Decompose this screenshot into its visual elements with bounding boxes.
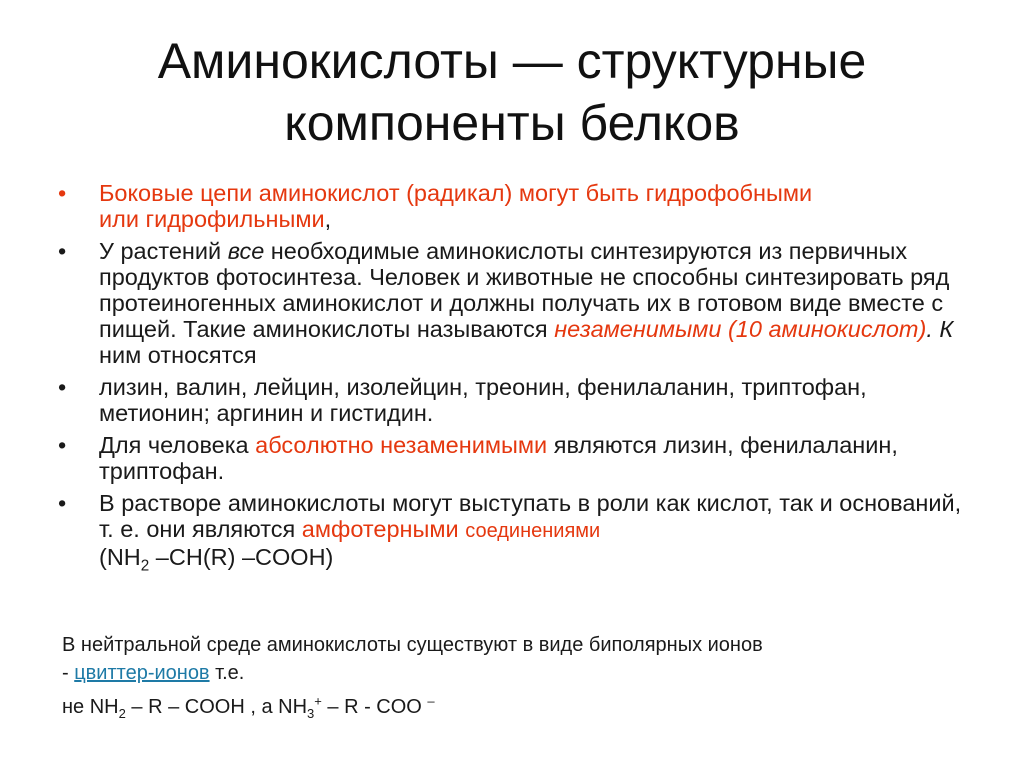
bullet-list <box>58 180 978 576</box>
bullet-side-chains-line2: или гидрофильными <box>99 206 325 232</box>
formula <box>99 544 334 575</box>
formula-part: (NH <box>99 544 141 570</box>
bullet-dot: • <box>58 374 67 400</box>
compounds-highlight: соединениями <box>465 520 601 542</box>
bullet-side-chains-line1: Боковые цепи аминокислот (радикал) могут быть гидрофобными <box>99 180 813 206</box>
amphoteric-highlight: амфотерными <box>301 516 459 542</box>
amino-acid-list: лизин, валин, лейцин, изолейцин, треонин, фенилаланин, триптофан, метионин; аргинин и гистидин. <box>99 374 867 426</box>
text: Для человека <box>99 432 256 458</box>
text: - <box>62 662 75 684</box>
formula-part: не NH <box>62 696 119 718</box>
formula-part: – R - COO <box>321 696 428 718</box>
formula-subscript: 2 <box>118 706 126 721</box>
zwitterion-line1: В нейтральной среде аминокислоты существуют в виде биполярных ионов <box>62 634 763 656</box>
bullet-dot: • <box>58 180 67 206</box>
bullet-absolutely-essential <box>58 432 978 484</box>
text: являются лизин, фенилаланин, триптофан. <box>99 432 898 484</box>
formula-part: – R – COOH , а NH <box>125 696 308 718</box>
bullet-dot: • <box>58 432 67 458</box>
text: ним относятся <box>99 342 257 368</box>
bullet-dot: • <box>58 490 67 516</box>
text-italic: . К <box>926 316 954 342</box>
title-line-1: Аминокислоты — структурные <box>157 33 867 89</box>
zwitterion-formula <box>62 693 982 721</box>
bullet-side-chains-comma: , <box>324 206 332 232</box>
bullet-plants-synthesis <box>58 238 978 368</box>
text: необходимые аминокислоты синтезируются из первичных продуктов фотосинтеза. Человек и животные не способны синтезировать ряд протеиногенных аминокислот и должны получать их в готовом виде вместе с пищей. Такие аминокислоты называются <box>99 238 950 342</box>
bullet-dot: • <box>58 238 67 264</box>
formula-part: –CH(R) –COOH) <box>149 544 334 570</box>
bullet-amphoteric <box>58 490 978 575</box>
text-italic: все <box>227 238 265 264</box>
title-line-2: компоненты белков <box>284 95 740 151</box>
formula-subscript: 2 <box>140 557 150 575</box>
formula-superscript: – <box>427 693 435 709</box>
bullet-amino-list <box>58 374 978 426</box>
slide-title <box>0 30 1024 154</box>
essential-highlight: незаменимыми (10 аминокислот) <box>554 316 927 342</box>
bullet-side-chains <box>58 180 978 232</box>
text: В растворе аминокислоты могут выступать в роли как кислот, так и оснований, т. е. они являются <box>99 490 962 542</box>
zwitterion-link[interactable]: цвиттер-ионов <box>74 662 210 684</box>
text: У растений <box>99 238 228 264</box>
formula-subscript: 3 <box>307 706 315 721</box>
absolute-highlight: абсолютно незаменимыми <box>255 432 548 458</box>
text: т.е. <box>209 662 245 684</box>
formula-superscript: + <box>314 693 322 709</box>
zwitterion-paragraph <box>62 631 982 687</box>
